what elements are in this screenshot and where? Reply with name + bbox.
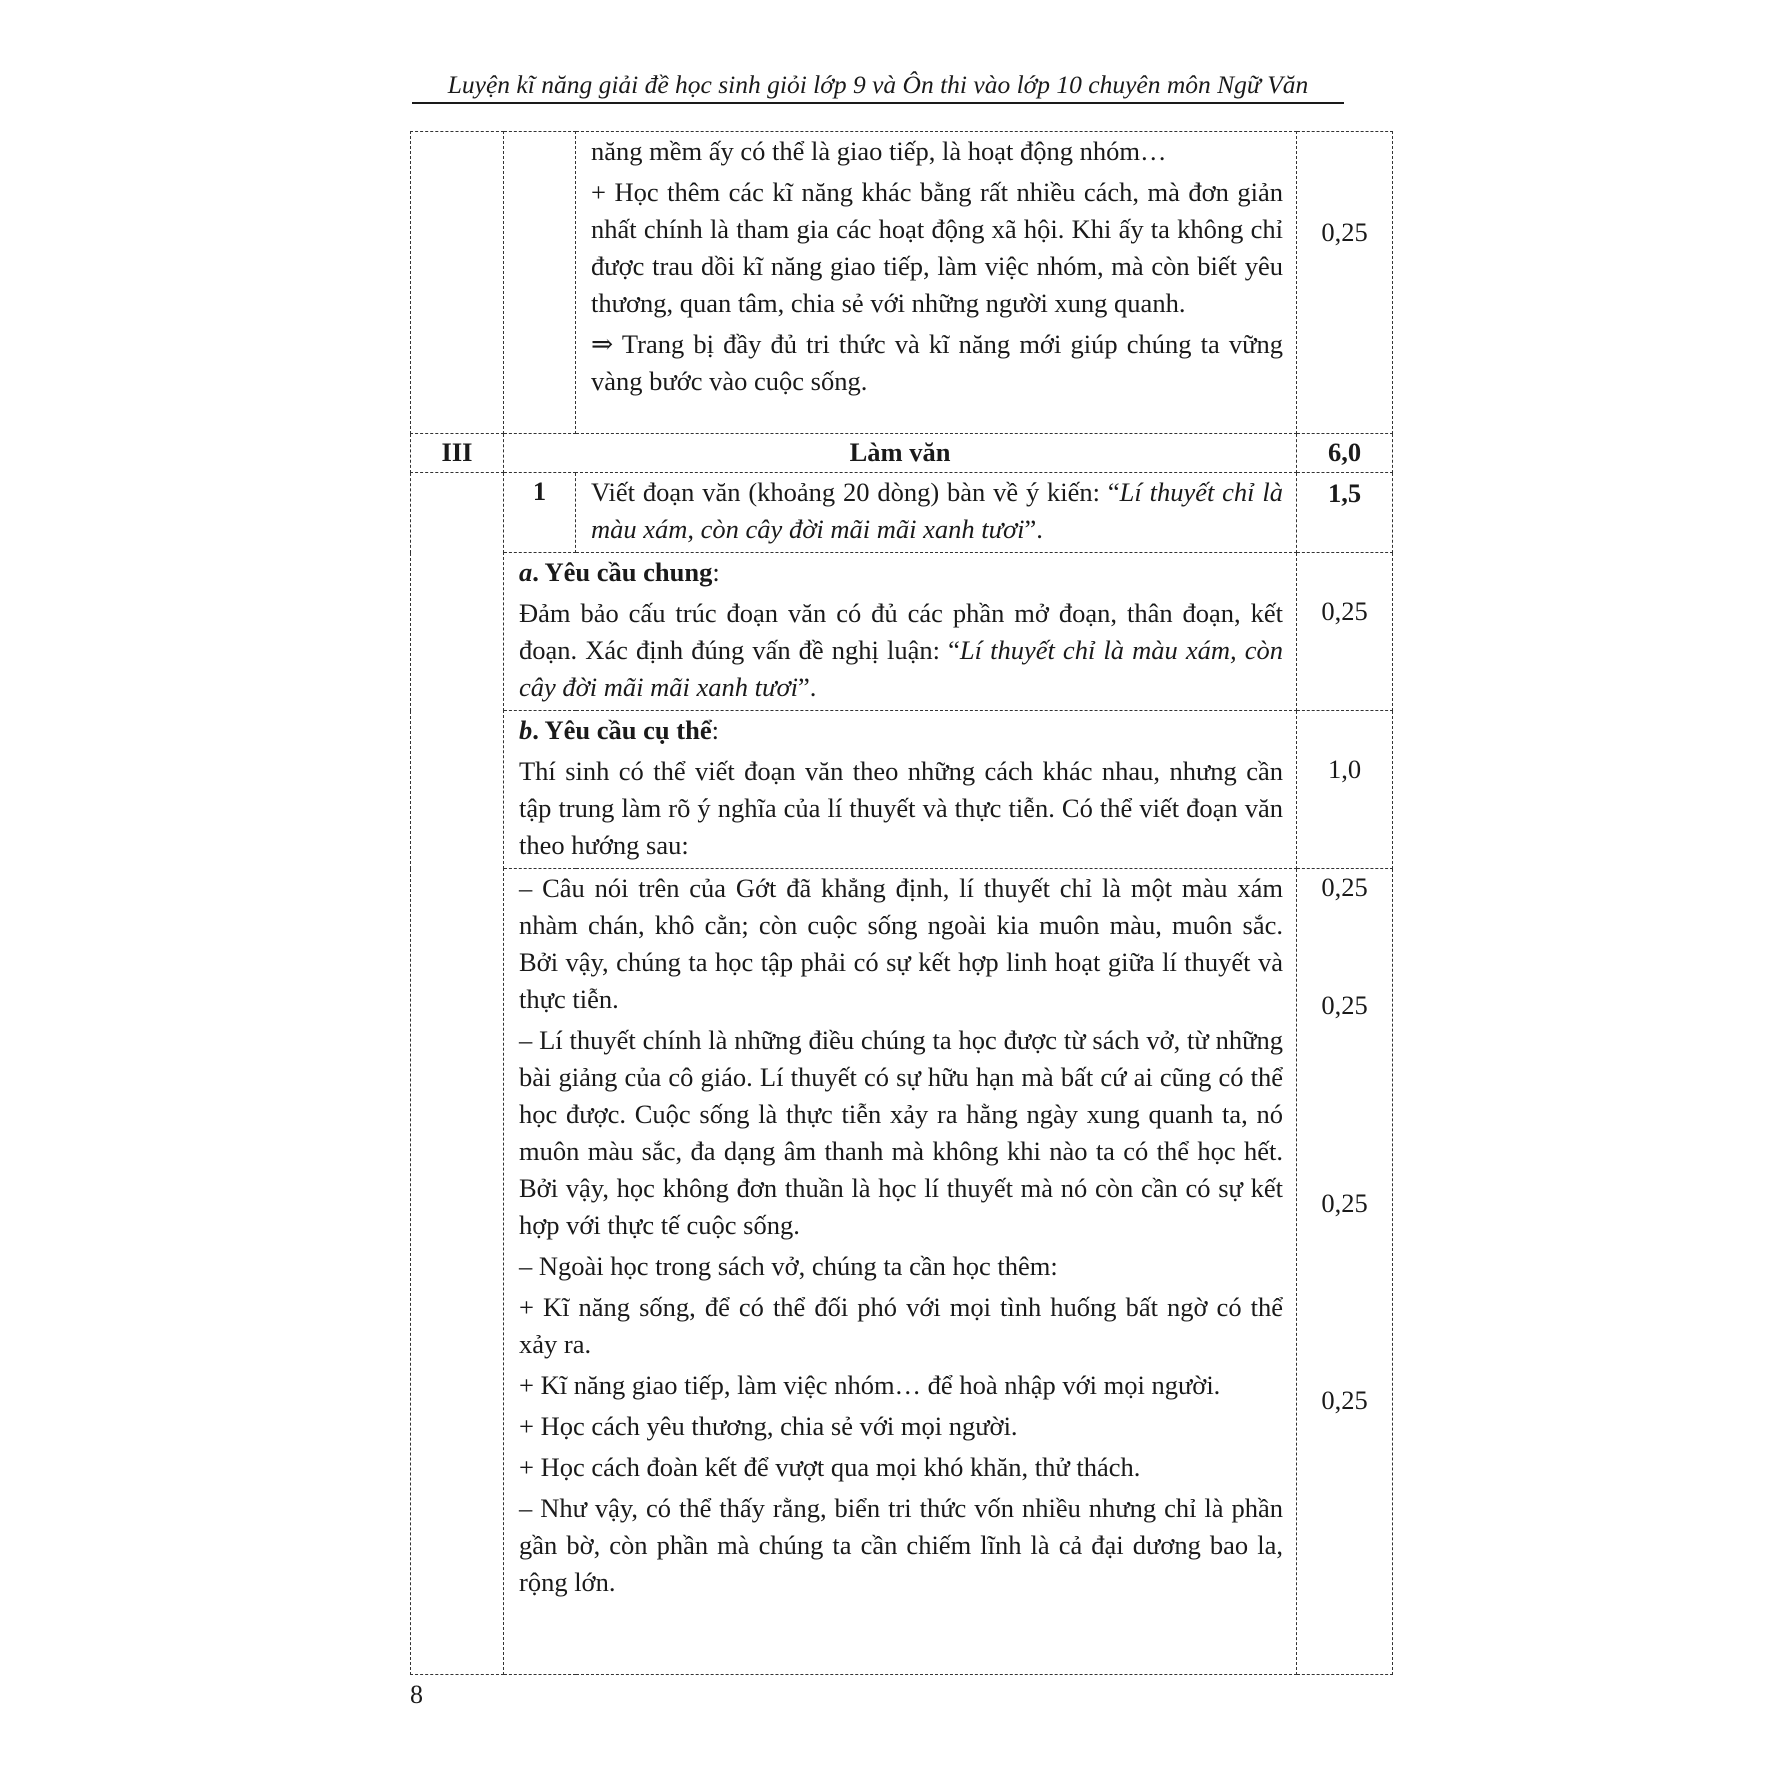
question-quote: Lí thuyết chỉ là màu xám, còn cây đời mãi mãi xanh tươi xyxy=(591,477,1283,544)
continuation-line: năng mềm ấy có thể là giao tiếp, là hoạt động nhóm… xyxy=(591,136,1167,166)
req-a-score-cell xyxy=(1297,553,1393,711)
req-a-text-suffix: ”. xyxy=(798,672,817,702)
req-b-score-cell xyxy=(1297,711,1393,869)
req-a-text xyxy=(519,595,1283,706)
req-a-score: 0,25 xyxy=(1321,596,1368,626)
continuation-score-cell xyxy=(1297,132,1393,434)
question-text xyxy=(576,473,1297,553)
requirement-b-row xyxy=(411,711,1393,869)
req-b-label: . Yêu cầu cụ thể xyxy=(532,715,712,745)
detail-para: + Kĩ năng giao tiếp, làm việc nhóm… để hoà nhập với mọi người. xyxy=(519,1370,1221,1400)
question-text-prefix: Viết đoạn văn (khoảng 20 dòng) bàn về ý kiến: “ xyxy=(591,477,1120,507)
req-a-letter: a xyxy=(519,557,533,587)
detail-score: 0,25 xyxy=(1321,1385,1368,1415)
col1-empty xyxy=(411,132,504,434)
details-row xyxy=(411,869,1393,1675)
detail-score: 0,25 xyxy=(1321,1188,1368,1218)
continuation-para-1: + Học thêm các kĩ năng khác bằng rất nhiều cách, mà đơn giản nhất chính là tham gia các hoạt động xã hội. Khi ấy ta không chỉ được trau dồi kĩ năng giao tiếp, làm việc nhóm, mà còn biết yêu thương, quan tâm, chia sẻ với những người xung quanh. xyxy=(591,177,1283,318)
question-score: 1,5 xyxy=(1297,473,1393,553)
detail-para: – Lí thuyết chính là những điều chúng ta học được từ sách vở, từ những bài giảng của cô giáo. Lí thuyết có sự hữu hạn mà bất cứ ai cũng có thể học được. Cuộc sống là thực tiễn xảy ra hằng ngày xung quanh ta, nó muôn màu sắc, đa dạng âm thanh mà không khi nào ta có thể học hết. Bởi vậy, học không đơn thuần là học lí thuyết mà nó còn cần có sự kết hợp với thực tế cuộc sống. xyxy=(519,1025,1283,1240)
req-b-colon: : xyxy=(711,715,719,745)
req-a-text-prefix: Đảm bảo cấu trúc đoạn văn có đủ các phần mở đoạn, thân đoạn, kết đoạn. Xác định đúng vấn đề nghị luận: “ xyxy=(519,598,1283,665)
detail-para: + Học cách yêu thương, chia sẻ với mọi người. xyxy=(519,1411,1018,1441)
detail-para: + Học cách đoàn kết để vượt qua mọi khó khăn, thử thách. xyxy=(519,1452,1141,1482)
detail-para: + Kĩ năng sống, để có thể đối phó với mọi tình huống bất ngờ có thể xảy ra. xyxy=(519,1292,1283,1359)
detail-score: 0,25 xyxy=(1321,990,1368,1020)
detail-para: – Câu nói trên của Gớt đã khẳng định, lí thuyết chỉ là một màu xám nhàm chán, khô cằn; còn cuộc sống ngoài kia muôn màu, muôn sắc. Bởi vậy, chúng ta học tập phải có sự kết hợp linh hoạt giữa lí thuyết và thực tiễn. xyxy=(519,873,1283,1014)
section-numeral: III xyxy=(411,434,504,473)
question-number: 1 xyxy=(504,473,576,553)
running-header: Luyện kĩ năng giải đề học sinh giỏi lớp 9 và Ôn thi vào lớp 10 chuyên môn Ngữ Văn xyxy=(412,70,1344,104)
detail-para: – Ngoài học trong sách vở, chúng ta cần học thêm: xyxy=(519,1251,1058,1281)
req-b-text: Thí sinh có thể viết đoạn văn theo những cách khác nhau, nhưng cần tập trung làm rõ ý nghĩa của lí thuyết và thực tiễn. Có thể viết đoạn văn theo hướng sau: xyxy=(519,756,1283,860)
page-number: 8 xyxy=(410,1680,423,1709)
section-title: Làm văn xyxy=(504,434,1297,473)
req-a-label: . Yêu cầu chung xyxy=(532,557,713,587)
requirement-a-row xyxy=(411,553,1393,711)
grading-table xyxy=(410,131,1393,1675)
detail-para: – Như vậy, có thể thấy rằng, biển tri thức vốn nhiều nhưng chỉ là phần gần bờ, còn phần mà chúng ta cần chiếm lĩnh là cả đại dương bao la, rộng lớn. xyxy=(519,1493,1283,1597)
req-a-colon: : xyxy=(712,557,720,587)
requirement-b xyxy=(504,711,1297,869)
details-text xyxy=(504,869,1297,1675)
req-b-letter: b xyxy=(519,715,533,745)
continuation-para-2: ⇒ Trang bị đầy đủ tri thức và kĩ năng mới giúp chúng ta vững vàng bước vào cuộc sống. xyxy=(591,329,1283,396)
section-score: 6,0 xyxy=(1297,434,1393,473)
details-score-cell xyxy=(1297,869,1393,1675)
requirement-a xyxy=(504,553,1297,711)
section-header-row xyxy=(411,434,1393,473)
req-b-score: 1,0 xyxy=(1327,754,1362,784)
continuation-text xyxy=(576,132,1297,434)
question-row xyxy=(411,473,1393,553)
col2-empty xyxy=(504,132,576,434)
detail-score: 0,25 xyxy=(1321,872,1368,902)
col1-span xyxy=(411,473,504,1675)
question-text-suffix: ”. xyxy=(1024,514,1043,544)
continuation-row xyxy=(411,132,1393,434)
req-a-quote: Lí thuyết chỉ là màu xám, còn cây đời mãi mãi xanh tươi xyxy=(519,635,1284,702)
continuation-score: 0,25 xyxy=(1321,217,1368,247)
